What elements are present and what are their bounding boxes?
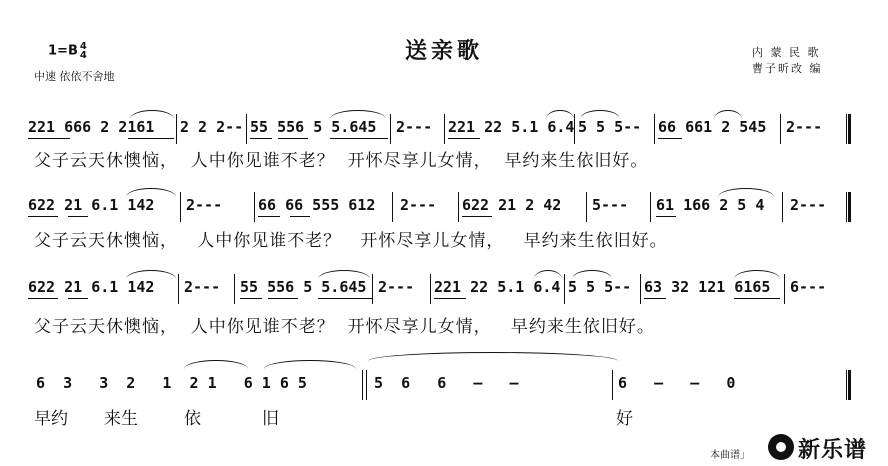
slur bbox=[572, 270, 612, 279]
beam bbox=[68, 298, 88, 299]
measure: 61 166 2 5 4 bbox=[656, 196, 765, 214]
barline bbox=[372, 274, 373, 304]
key-text: 1=B bbox=[48, 43, 78, 59]
measure: 5 5 5-- bbox=[578, 118, 642, 136]
credit-arranger: 曹子昕改 编 bbox=[752, 62, 823, 75]
end-barline bbox=[846, 192, 851, 222]
beam bbox=[268, 298, 298, 299]
beam bbox=[240, 298, 262, 299]
beam bbox=[250, 138, 272, 139]
barline bbox=[650, 192, 651, 222]
barline bbox=[782, 192, 783, 222]
beam bbox=[28, 216, 58, 217]
measure: 63 32 121 6165 bbox=[644, 278, 771, 296]
lyric-word: 来生 bbox=[104, 409, 138, 429]
measure: 221 666 2 2161 bbox=[28, 118, 155, 136]
beam bbox=[28, 298, 58, 299]
slur bbox=[534, 270, 562, 279]
slur bbox=[126, 270, 176, 279]
beam bbox=[28, 138, 70, 139]
measure: 622 21 2 42 bbox=[462, 196, 562, 214]
slur bbox=[126, 188, 176, 197]
barline bbox=[246, 114, 247, 144]
measure: 2--- bbox=[396, 118, 433, 136]
score-row-4 bbox=[28, 374, 858, 400]
score-row-1 bbox=[28, 118, 858, 144]
measure: 221 22 5.1 6.4 bbox=[434, 278, 561, 296]
barline bbox=[176, 114, 177, 144]
slur bbox=[264, 360, 356, 369]
barline bbox=[586, 192, 587, 222]
lyrics-row-1: 父子云天休懊恼， 人中你见谁不老？ 开怀尽享儿女情， 早约来生依旧好。 bbox=[34, 151, 649, 171]
barline bbox=[458, 192, 459, 222]
beam bbox=[462, 216, 492, 217]
barline bbox=[654, 114, 655, 144]
beam bbox=[128, 138, 174, 139]
barline bbox=[430, 274, 431, 304]
beam bbox=[734, 298, 780, 299]
beam bbox=[330, 138, 388, 139]
slur bbox=[580, 110, 620, 119]
slur bbox=[130, 110, 174, 119]
measure: 2--- bbox=[400, 196, 437, 214]
slur bbox=[184, 360, 248, 369]
lyrics-row-2: 父子云天休懊恼， 人中你见谁不老？ 开怀尽享儿女情， 早约来生依旧好。 bbox=[34, 231, 668, 251]
barline bbox=[640, 274, 641, 304]
lyric-word: 依 bbox=[184, 409, 201, 429]
barline bbox=[444, 114, 445, 144]
beam bbox=[434, 298, 466, 299]
slur bbox=[734, 270, 780, 279]
key-signature bbox=[48, 42, 87, 60]
measure: 6 3 3 2 1 2 1 6 1 6 5 bbox=[36, 374, 307, 392]
score-row-2 bbox=[28, 196, 858, 222]
slur bbox=[318, 270, 370, 279]
slur bbox=[546, 110, 574, 119]
barline bbox=[390, 114, 391, 144]
slur bbox=[714, 110, 742, 119]
barline bbox=[366, 370, 367, 400]
barline bbox=[234, 274, 235, 304]
lyric-word: 旧 bbox=[262, 409, 279, 429]
slur bbox=[330, 110, 386, 119]
measure: 5 6 6 – – bbox=[374, 374, 519, 392]
time-signature: 4 4 bbox=[79, 41, 87, 61]
measure: 2--- bbox=[786, 118, 823, 136]
measure: 6--- bbox=[790, 278, 827, 296]
tempo-marking: 中速 依依不舍地 bbox=[34, 70, 115, 83]
slur bbox=[368, 352, 618, 361]
measure: 55 556 5 5.645 bbox=[250, 118, 377, 136]
credit-origin: 内 蒙 民 歌 bbox=[752, 46, 821, 59]
music-note-icon bbox=[768, 434, 794, 460]
barline bbox=[784, 274, 785, 304]
barline bbox=[362, 370, 363, 400]
lyrics-row-3: 父子云天休懊恼， 人中你见谁不老？ 开怀尽享儿女情， 早约来生依旧好。 bbox=[34, 317, 655, 337]
measure: 2--- bbox=[184, 278, 221, 296]
end-barline bbox=[846, 114, 851, 144]
beam bbox=[278, 138, 308, 139]
measure: 2 2 2-- bbox=[180, 118, 244, 136]
lyric-word: 早约 bbox=[34, 409, 68, 429]
measure: 2--- bbox=[378, 278, 415, 296]
barline bbox=[392, 192, 393, 222]
beam bbox=[448, 138, 480, 139]
barline bbox=[564, 274, 565, 304]
measure: 622 21 6.1 142 bbox=[28, 196, 155, 214]
measure: 622 21 6.1 142 bbox=[28, 278, 155, 296]
beam bbox=[318, 298, 372, 299]
measure: 66 661 2 545 bbox=[658, 118, 767, 136]
barline bbox=[178, 274, 179, 304]
end-barline bbox=[846, 370, 851, 400]
measure: 5 5 5-- bbox=[568, 278, 632, 296]
beam bbox=[658, 138, 682, 139]
barline bbox=[254, 192, 255, 222]
barline bbox=[780, 114, 781, 144]
lyric-word: 好 bbox=[616, 409, 633, 429]
measure: 2--- bbox=[790, 196, 827, 214]
beam bbox=[258, 216, 280, 217]
measure: 55 556 5 5.645 bbox=[240, 278, 367, 296]
measure: 6 – – 0 bbox=[618, 374, 736, 392]
measure: 221 22 5.1 6.4 bbox=[448, 118, 575, 136]
footer-text: 本曲谱」 bbox=[710, 450, 750, 461]
site-logo[interactable] bbox=[768, 432, 880, 462]
beam bbox=[290, 216, 310, 217]
score-row-3 bbox=[28, 278, 858, 304]
beam bbox=[68, 216, 88, 217]
measure: 2--- bbox=[186, 196, 223, 214]
logo-text: 新乐谱 bbox=[798, 438, 868, 463]
song-title: 送亲歌 bbox=[404, 39, 483, 64]
beam bbox=[644, 298, 666, 299]
barline bbox=[574, 114, 575, 144]
beam bbox=[656, 216, 676, 217]
measure: 5--- bbox=[592, 196, 629, 214]
measure: 66 66 555 612 bbox=[258, 196, 376, 214]
slur bbox=[718, 188, 774, 197]
barline bbox=[180, 192, 181, 222]
barline bbox=[612, 370, 613, 400]
